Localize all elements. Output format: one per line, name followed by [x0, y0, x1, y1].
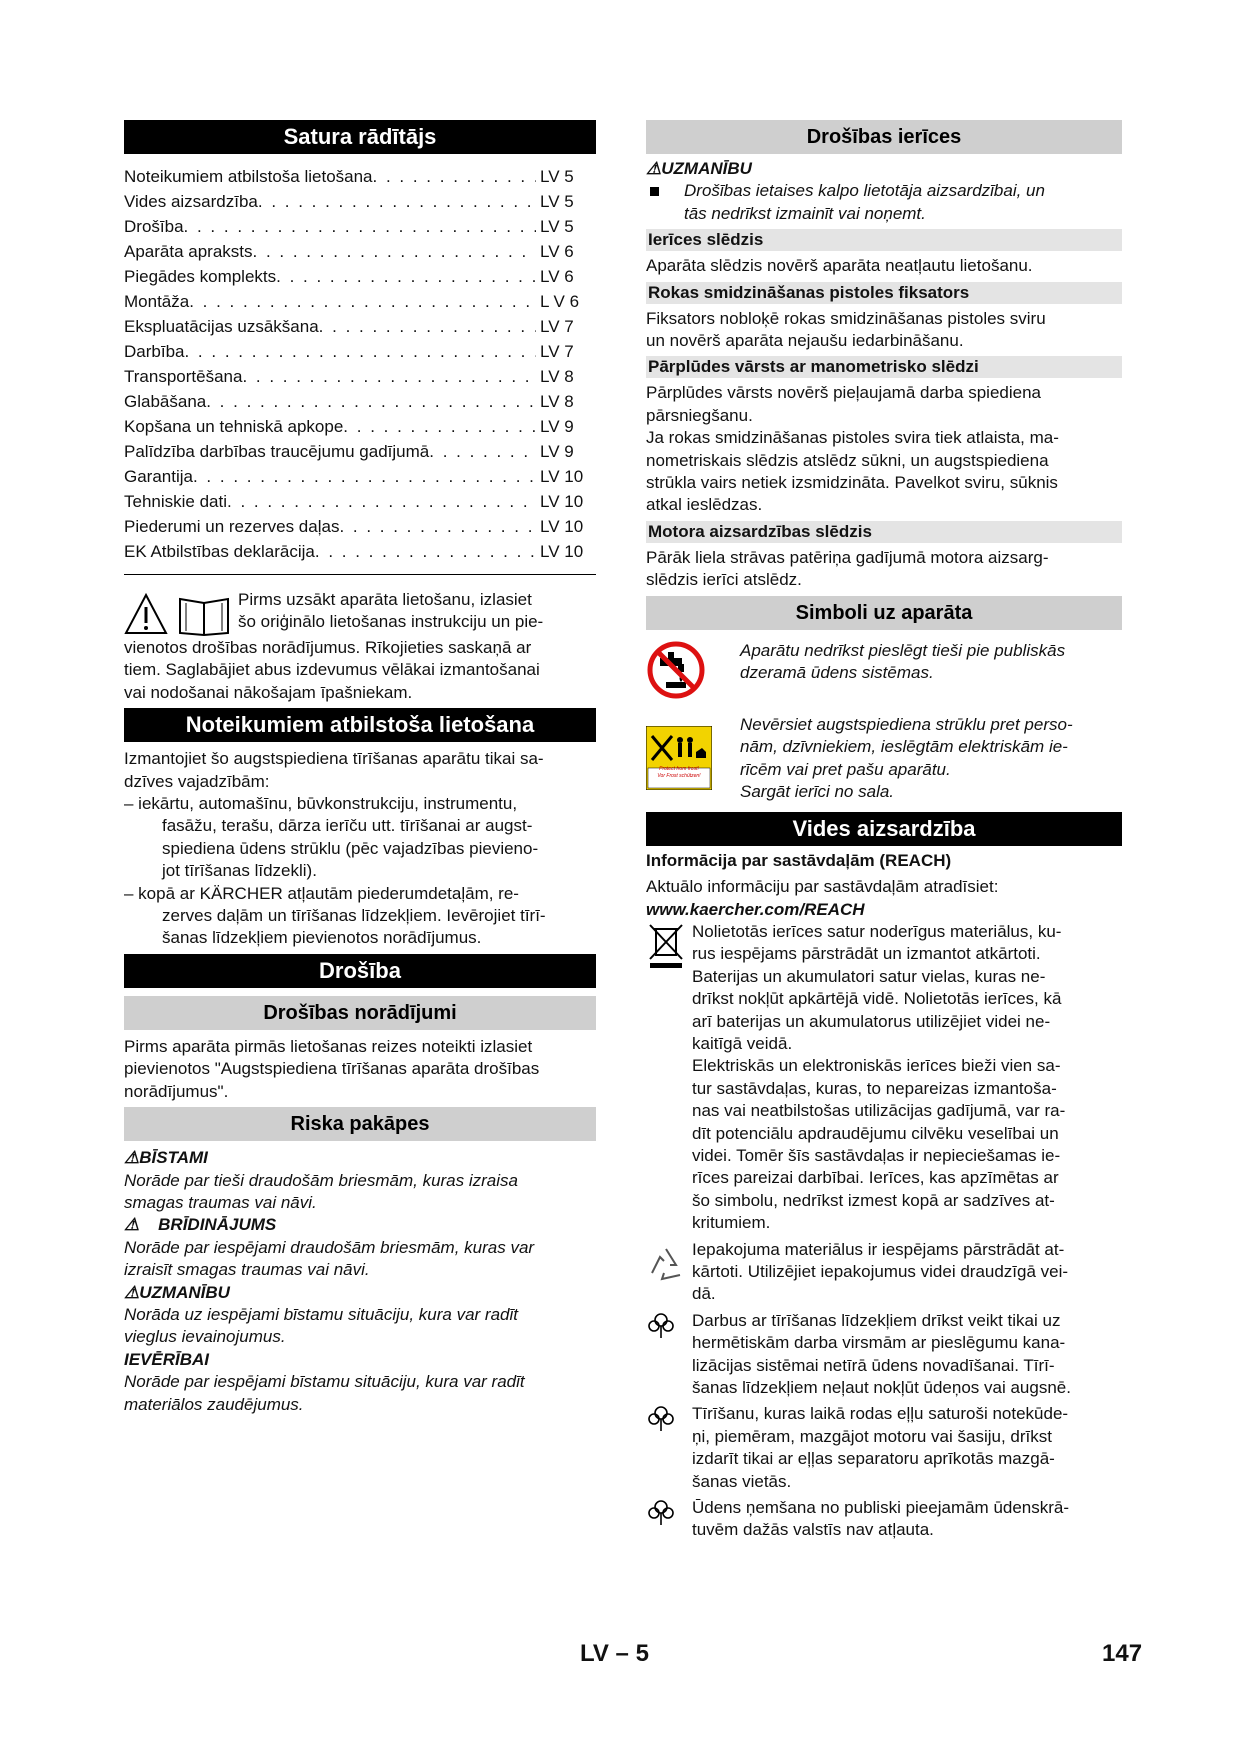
- env-text: hermētiskām darba virsmām ar pieslēgumu kana-: [692, 1333, 1066, 1353]
- risk-text: vieglus ievainojumus.: [124, 1327, 286, 1347]
- eco-tree-icon: [646, 1310, 692, 1340]
- toc-entry-title: Piegādes komplekts: [124, 267, 277, 286]
- usage-item: – iekārtu, automašīnu, būvkonstrukciju, instrumentu,: [124, 794, 518, 814]
- reach-text: Aktuālo informāciju par sastāvdaļām atradīsiet:: [646, 877, 999, 897]
- symbol-text: Aparātu nedrīkst pieslēgt tieši pie publiskās: [740, 640, 1066, 660]
- symbol-text: rīcēm vai pret pašu aparātu.: [740, 759, 951, 779]
- toc-entry-page: LV 5: [540, 167, 574, 186]
- risk-label-notice: IEVĒRĪBAI: [124, 1349, 210, 1369]
- env-text: kārtoti. Utilizējiet iepakojumus videi draudzīgā vei-: [692, 1262, 1069, 1281]
- toc-entry[interactable]: [124, 289, 596, 314]
- toc-dot-leader: [429, 439, 536, 464]
- toc-entry-title: Kopšana un tehniskā apkope: [124, 417, 344, 436]
- warning-icon: ⚠: [124, 1148, 140, 1168]
- env-text: šo simbolu, nedrīkst izmest kopā ar sadzīves at-: [692, 1190, 1055, 1210]
- toc-entry[interactable]: [124, 514, 596, 539]
- usage-heading: Noteikumiem atbilstoša lietošana: [124, 708, 596, 742]
- warning-icon: ⚠: [646, 159, 662, 178]
- toc-dot-leader: [276, 264, 536, 289]
- env-text: rus iespējams pārstrādāt un izmantot atkārtoti.: [692, 944, 1041, 964]
- env-text: izdarīt tikai ar eļļas separatoru aprīkotās mazgā-: [692, 1449, 1055, 1469]
- symbol-text: nām, dzīvniekiem, ieslēgtām elektriskām ie-: [740, 737, 1068, 757]
- warning-manual-icons: [124, 589, 238, 637]
- toc-entry[interactable]: [124, 314, 596, 339]
- toc-entry-page: LV 5: [540, 192, 574, 211]
- symbol-text: Nevērsiet augstspiediena strūklu pret perso-: [740, 714, 1073, 734]
- safety-notes-heading: Drošības norādījumi: [124, 996, 596, 1030]
- toc-entry-title: Darbība: [124, 342, 185, 361]
- intro-line: Pirms uzsākt aparāta lietošanu, izlasiet: [238, 590, 532, 609]
- bullet-square-icon: [650, 187, 659, 196]
- switch-heading: Ierīces slēdzis: [646, 229, 1122, 251]
- env-text: kritumiem.: [692, 1213, 771, 1233]
- toc-dot-leader: [184, 214, 536, 239]
- toc-entry-title: Tehniskie dati: [124, 492, 228, 511]
- overflow-text: strūkla vairs netiek izsmidzināta. Pavelkot sviru, sūknis: [646, 473, 1058, 493]
- motor-text: Pārāk liela strāvas patēriņa gadījumā motora aizsarg-: [646, 547, 1049, 567]
- no-drinking-water-icon: [646, 640, 740, 700]
- gun-heading: Rokas smidzināšanas pistoles fiksators: [646, 282, 1122, 304]
- env-text: Baterijas un akumulatori satur vielas, kuras ne-: [692, 966, 1046, 986]
- env-text: Darbus ar tīrīšanas līdzekļiem drīkst veikt tikai uz: [692, 1310, 1061, 1330]
- motor-heading: Motora aizsardzības slēdzis: [646, 521, 1122, 543]
- toc-entry-page: LV 10: [540, 467, 584, 486]
- recycle-icon: [646, 1239, 692, 1285]
- toc-entry-page: LV 5: [540, 217, 574, 236]
- toc-entry-page: LV 10: [540, 517, 584, 536]
- toc-entry[interactable]: [124, 164, 596, 189]
- overflow-heading: Pārplūdes vārsts ar manometrisko slēdzi: [646, 356, 1122, 378]
- risk-label-warning: ⚠ BRĪDINĀJUMS: [124, 1215, 277, 1235]
- usage-item: šanas līdzekļiem pievienotos norādījumus.: [162, 928, 482, 948]
- toc-entry-title: Vides aizsardzība: [124, 192, 258, 211]
- env-text: arī baterijas un akumulatorus utilizējiet videi ne-: [692, 1011, 1051, 1031]
- usage-line: dzīves vajadzībām:: [124, 771, 270, 791]
- risk-text: izraisīt smagas traumas vai nāvi.: [124, 1260, 370, 1280]
- gun-text: un novērš aparāta nejaušu iedarbināšanu.: [646, 331, 964, 351]
- toc-entry-page: LV 9: [540, 442, 574, 461]
- overflow-text: nometriskais slēdzis atslēdz sūkni, un augstspiediena: [646, 450, 1049, 470]
- env-text: nas vai neatbilstošas utilizācijas gadījumā, var ra-: [692, 1101, 1066, 1121]
- overflow-text: atkal ieslēdzas.: [646, 495, 763, 515]
- env-text: Elektriskās un elektroniskās ierīces bieži vien sa-: [692, 1056, 1061, 1076]
- toc-dot-leader: [315, 539, 536, 564]
- toc-entry-title: Garantija: [124, 467, 193, 486]
- env-item-oil: [646, 1403, 1122, 1493]
- reach-heading: Informācija par sastāvdaļām (REACH): [646, 850, 952, 870]
- usage-item: fasāžu, terašu, dārza ierīču utt. tīrīšanai ar augst-: [162, 816, 533, 836]
- toc-entry-page: LV 8: [540, 392, 574, 411]
- usage-item: jot tīrīšanas līdzekli).: [162, 861, 317, 881]
- toc-heading: Satura rādītājs: [124, 120, 596, 154]
- toc-dot-leader: [319, 314, 536, 339]
- env-text: šanas vietās.: [692, 1471, 792, 1491]
- no-spray-frost-icon: [646, 714, 740, 804]
- toc-entry[interactable]: [124, 389, 596, 414]
- toc-dot-leader: [339, 514, 536, 539]
- footer-page-number: 147: [1102, 1640, 1143, 1667]
- toc-dot-leader: [227, 489, 536, 514]
- toc-entry-page: LV 10: [540, 542, 584, 561]
- warning-icon: ⚠: [124, 1282, 140, 1302]
- symbol-item-jet: [646, 714, 1122, 804]
- reach-link[interactable]: www.kaercher.com/REACH: [646, 899, 865, 919]
- env-text: kaitīgā veidā.: [692, 1033, 793, 1053]
- usage-item: – kopā ar KÄRCHER atļautām piederumdetaļām, re-: [124, 883, 519, 903]
- env-text: Iepakojuma materiālus ir iespējams pārstrādāt at-: [692, 1239, 1065, 1259]
- toc-entry[interactable]: [124, 214, 596, 239]
- toc-entry-title: Transportēšana: [124, 367, 243, 386]
- caution-text: tās nedrīkst izmainīt vai noņemt.: [684, 203, 926, 223]
- risk-text: Norāda uz iespējami bīstamu situāciju, kura var radīt: [124, 1304, 519, 1324]
- usage-item: zerves daļām un tīrīšanas līdzekļiem. Ievērojiet tīrī-: [162, 906, 546, 926]
- intro-line: tiem. Saglabājiet abus izdevumus vēlākai izmantošanai: [124, 660, 540, 680]
- toc-entry-page: LV 6: [540, 242, 574, 261]
- intro-block: [124, 589, 596, 637]
- symbols-heading: Simboli uz aparāta: [646, 596, 1122, 630]
- toc-entry[interactable]: [124, 489, 596, 514]
- right-column: [646, 120, 1122, 1542]
- toc-entry-page: LV 7: [540, 317, 574, 336]
- toc-dot-leader: [206, 389, 536, 414]
- toc-entry[interactable]: [124, 464, 596, 489]
- toc-entry[interactable]: [124, 264, 596, 289]
- toc-dot-leader: [189, 289, 536, 314]
- toc-entry[interactable]: [124, 539, 596, 564]
- toc-entry-page: L V 6: [540, 292, 580, 311]
- toc-entry-title: Aparāta apraksts: [124, 242, 253, 261]
- caution-text: Drošības ietaises kalpo lietotāja aizsardzībai, un: [684, 181, 1045, 201]
- env-item-packaging: [646, 1239, 1122, 1306]
- env-text: Nolietotās ierīces satur noderīgus materiālus, ku-: [692, 921, 1062, 941]
- env-heading: Vides aizsardzība: [646, 812, 1122, 846]
- toc-entry-title: Palīdzība darbības traucējumu gadījumā: [124, 442, 430, 461]
- eco-tree-icon: [646, 1403, 692, 1433]
- env-item-weee: [646, 921, 1122, 1235]
- env-text: drīkst nokļūt apkārtējā vidē. Nolietotās ierīces, kā: [692, 989, 1062, 1009]
- overflow-text: Ja rokas smidzināšanas pistoles svira tiek atlaista, ma-: [646, 428, 1059, 448]
- toc-dot-leader: [193, 464, 536, 489]
- toc-entry[interactable]: [124, 239, 596, 264]
- toc-entry[interactable]: [124, 339, 596, 364]
- env-item-detergent: [646, 1310, 1122, 1400]
- toc-entry-title: Montāža: [124, 292, 190, 311]
- env-item-water-tap: [646, 1497, 1122, 1542]
- env-text: rīces pareizai darbībai. Ierīces, kas apzīmētas ar: [692, 1168, 1059, 1188]
- safety-notes-line: pievienotos "Augstspiediena tīrīšanas aparāta drošības: [124, 1059, 540, 1079]
- toc-dot-leader: [373, 164, 536, 189]
- env-text: tuvēm dažās valstīs nav atļauta.: [692, 1520, 934, 1540]
- env-text: Ūdens ņemšana no publiski pieejamām ūdenskrā-: [692, 1498, 1070, 1518]
- overflow-text: pārsniegšanu.: [646, 405, 753, 425]
- toc-entry-title: Glabāšana: [124, 392, 207, 411]
- table-of-contents: [124, 164, 596, 575]
- devices-heading: Drošības ierīces: [646, 120, 1122, 154]
- toc-entry-title: EK Atbilstības deklarācija: [124, 542, 315, 561]
- env-text: šanas līdzekļiem neļaut nokļūt ūdeņos vai augsnē.: [692, 1378, 1071, 1398]
- intro-line: šo oriģinālo lietošanas instrukciju un pie-: [238, 612, 544, 632]
- toc-entry-page: LV 7: [540, 342, 574, 361]
- toc-entry-page: LV 10: [540, 492, 584, 511]
- toc-entry[interactable]: [124, 439, 596, 464]
- safety-notes-line: Pirms aparāta pirmās lietošanas reizes noteikti izlasiet: [124, 1036, 533, 1056]
- toc-dot-leader: [242, 364, 536, 389]
- toc-entry[interactable]: [124, 364, 596, 389]
- risk-text: Norāde par iespējami bīstamu situāciju, kura var radīt: [124, 1372, 525, 1392]
- warning-icon: ⚠: [124, 1215, 140, 1235]
- env-text: lizācijas sistēmai netīrā ūdens novadīšanai. Tīrī-: [692, 1355, 1055, 1375]
- risk-label-danger: ⚠BĪSTAMI: [124, 1148, 208, 1168]
- usage-line: Izmantojiet šo augstspiediena tīrīšanas aparātu tikai sa-: [124, 749, 544, 769]
- toc-entry-title: Drošība: [124, 217, 184, 236]
- env-text: dā.: [692, 1284, 716, 1304]
- env-text: dīt potenciālu apdraudējumu cilvēku veselībai un: [692, 1123, 1059, 1143]
- switch-text: Aparāta slēdzis novērš aparāta neatļautu lietošanu.: [646, 256, 1033, 276]
- toc-entry[interactable]: [124, 414, 596, 439]
- risk-text: smagas traumas vai nāvi.: [124, 1192, 317, 1212]
- eco-tree-icon: [646, 1497, 692, 1527]
- toc-entry-title: Piederumi un rezerves daļas: [124, 517, 340, 536]
- intro-line: vai nodošanai nākošajam īpašniekam.: [124, 682, 413, 702]
- env-text: ņi, piemēram, mazgājot motoru vai šasiju, drīkst: [692, 1426, 1052, 1446]
- toc-dot-leader: [343, 414, 536, 439]
- toc-entry-title: Noteikumiem atbilstoša lietošana: [124, 167, 373, 186]
- risk-heading: Riska pakāpes: [124, 1107, 596, 1141]
- gun-text: Fiksators nobloķē rokas smidzināšanas pistoles sviru: [646, 308, 1046, 328]
- safety-notes-line: norādījumus".: [124, 1081, 229, 1101]
- env-text: videi. Tomēr šīs sastāvdaļas ir nepieciešamas ie-: [692, 1145, 1061, 1165]
- safety-heading: Drošība: [124, 954, 596, 988]
- frost-sign-label: Protect from frost! Vor Frost schützen!: [657, 765, 701, 779]
- intro-line: vienotos drošības norādījumus. Rīkojieties saskaņā ar: [124, 638, 532, 657]
- env-text: Tīrīšanu, kuras laikā rodas eļļu saturoši notekūde-: [692, 1404, 1069, 1424]
- symbol-text: dzeramā ūdens sistēmas.: [740, 663, 934, 683]
- motor-text: slēdzis ierīci atslēdz.: [646, 570, 802, 590]
- risk-text: Norāde par tieši draudošām briesmām, kuras izraisa: [124, 1170, 518, 1190]
- left-column: [124, 120, 596, 1416]
- toc-entry-page: LV 9: [540, 417, 574, 436]
- toc-entry-page: LV 8: [540, 367, 574, 386]
- toc-dot-leader: [184, 339, 536, 364]
- toc-dot-leader: [258, 189, 536, 214]
- toc-dot-leader: [253, 239, 536, 264]
- crossed-bin-icon: [646, 921, 692, 971]
- toc-entry[interactable]: [124, 189, 596, 214]
- usage-item: spiediena ūdens strūklu (pēc vajadzības pievieno-: [162, 838, 539, 858]
- risk-text: Norāde par iespējami draudošām briesmām, kuras var: [124, 1237, 535, 1257]
- toc-entry-title: Ekspluatācijas uzsākšana: [124, 317, 319, 336]
- footer-section: LV – 5: [580, 1640, 649, 1667]
- risk-label-caution: ⚠UZMANĪBU: [124, 1282, 230, 1302]
- symbol-item-water: [646, 640, 1122, 700]
- risk-text: materiālos zaudējumus.: [124, 1394, 304, 1414]
- env-text: tur sastāvdaļas, kuras, to nepareizas izmantoša-: [692, 1078, 1057, 1098]
- toc-entry-page: LV 6: [540, 267, 574, 286]
- caution-item: [646, 180, 1122, 225]
- symbol-text: Sargāt ierīci no sala.: [740, 781, 895, 801]
- caution-label: ⚠UZMANĪBU: [646, 159, 752, 178]
- overflow-text: Pārplūdes vārsts novērš pieļaujamā darba spiediena: [646, 383, 1042, 403]
